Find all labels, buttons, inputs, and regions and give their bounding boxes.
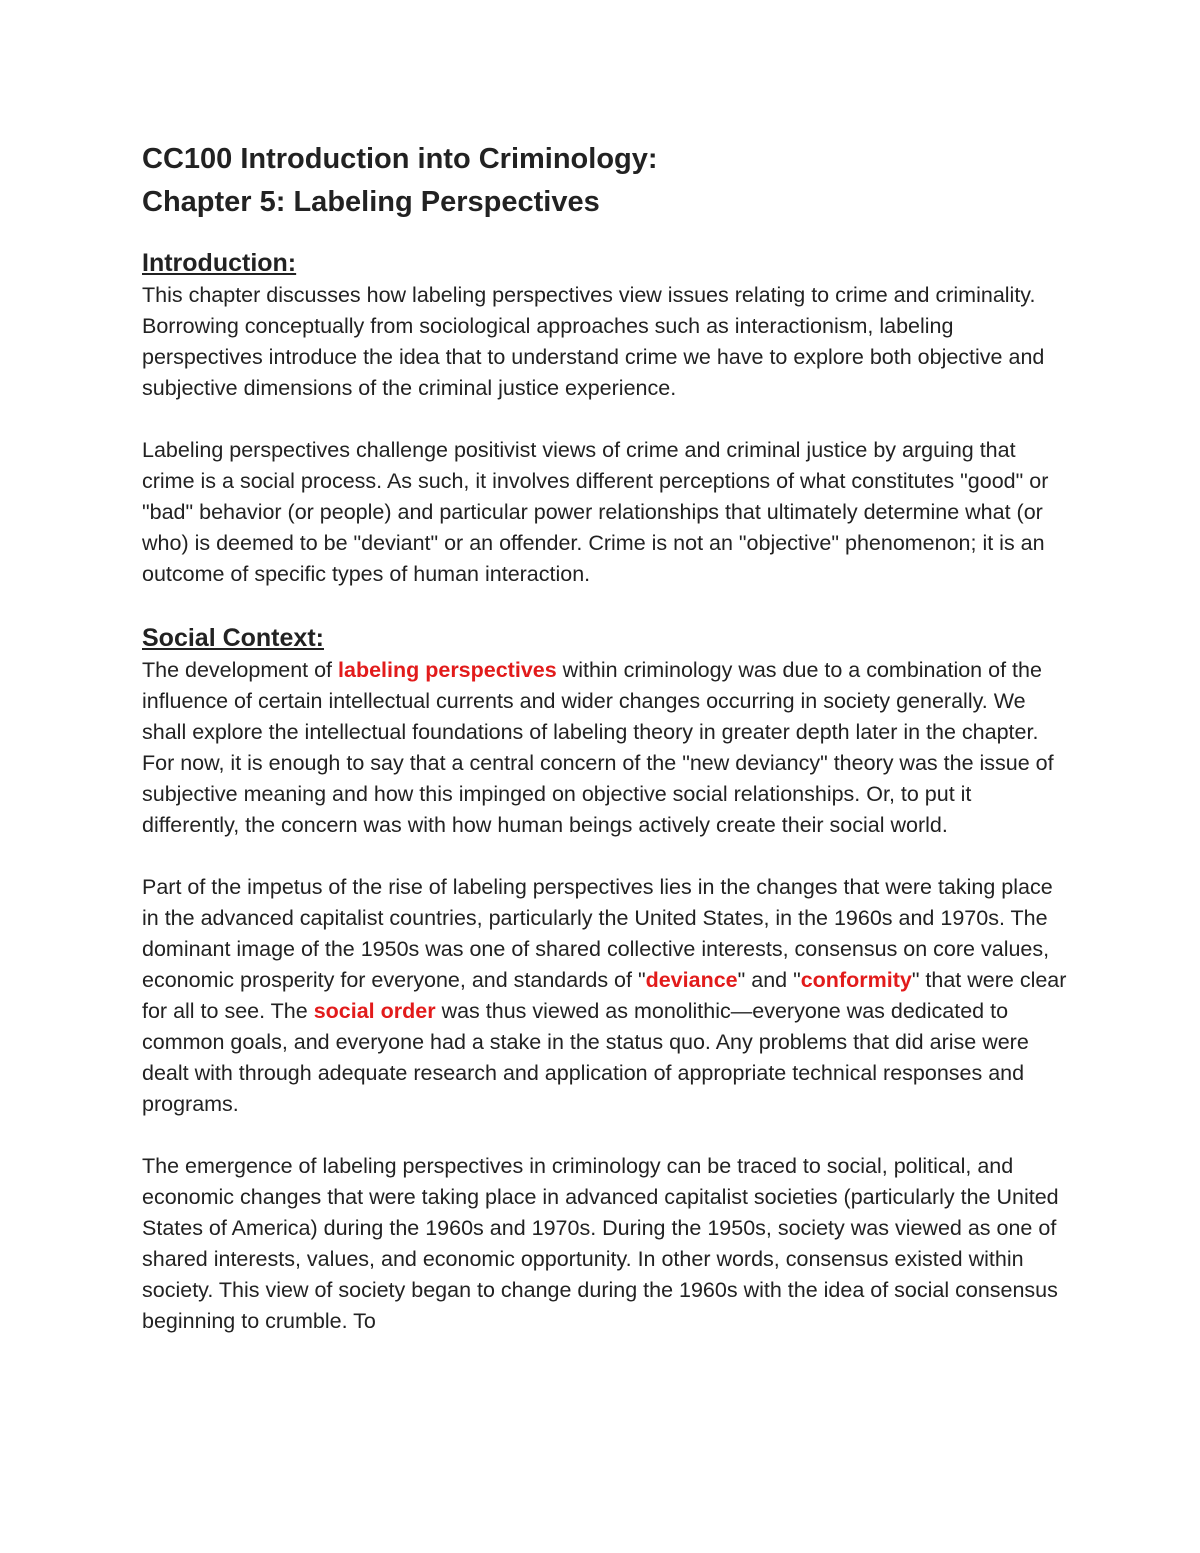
text-run: within criminology was due to a combination of the influence of certain intellectual currents and wider changes occurring in society generally. We shall explore the intellectual foundations of labeling theory in greater depth later in the chapter. For now, it is enough to say that a central concern of the "new deviancy" theory was the issue of subjective meaning and how this impinged on objective social relationships. Or, to put it differently, the concern was with how human beings actively create their social world.: [142, 658, 1054, 837]
text-run: Labeling perspectives challenge positivist views of crime and criminal justice by arguing that crime is a social process. As such, it involves different perceptions of what constitutes "good" or "bad" behavior (or people) and particular power relationships that ultimately determine what (or who) is deemed to be "deviant" or an offender. Crime is not an "objective" phenomenon; it is an outcome of specific types of human interaction.: [142, 438, 1049, 586]
text-run: The development of: [142, 658, 339, 682]
document-title: [142, 138, 1072, 224]
section-introduction: [142, 246, 1072, 590]
key-term: conformity: [800, 968, 912, 992]
text-run: The emergence of labeling perspectives in criminology can be traced to social, political, and economic changes that were taking place in advanced capitalist societies (particularly the United States of America) during the 1960s and 1970s. During the 1950s, society was viewed as one of shared interests, values, and economic opportunity. In other words, consensus existed within society. This view of society began to change during the 1960s with the idea of social consensus beginning to crumble. To: [142, 1154, 1059, 1333]
document-page: [142, 138, 1072, 1368]
paragraph: [142, 435, 1072, 590]
section-heading: Social Context:: [142, 624, 324, 652]
section-heading: Introduction:: [142, 249, 297, 277]
key-term: social order: [313, 999, 436, 1023]
text-run: was thus viewed as monolithic—everyone was dedicated to common goals, and everyone had a stake in the status quo. Any problems that did arise were dealt with through adequate research and application of appropriate technical responses and programs.: [142, 999, 1029, 1116]
key-term: labeling perspectives: [338, 658, 557, 682]
section-social-context: [142, 621, 1072, 1337]
text-run: " and ": [737, 968, 801, 992]
paragraph: [142, 655, 1072, 841]
chapter-title: Chapter 5: Labeling Perspectives: [142, 186, 600, 218]
text-run: Part of the impetus of the rise of labeling perspectives lies in the changes that were taking place in the advanced capitalist countries, particularly the United States, in the 1960s and 1970s. The dominant image of the 1950s was one of shared collective interests, consensus on core values, economic prosperity for everyone, and standards of ": [142, 875, 1053, 992]
key-term: deviance: [645, 968, 738, 992]
text-run: " that were clear for all to see. The: [142, 968, 1067, 1023]
paragraph: [142, 872, 1072, 1120]
paragraph: [142, 1151, 1072, 1337]
text-run: This chapter discusses how labeling perspectives view issues relating to crime and criminality. Borrowing conceptually from sociological approaches such as interactionism, labeling perspectives introduce the idea that to understand crime we have to explore both objective and subjective dimensions of the criminal justice experience.: [142, 283, 1045, 400]
course-title: CC100 Introduction into Criminology:: [142, 143, 658, 175]
paragraph: [142, 280, 1072, 404]
